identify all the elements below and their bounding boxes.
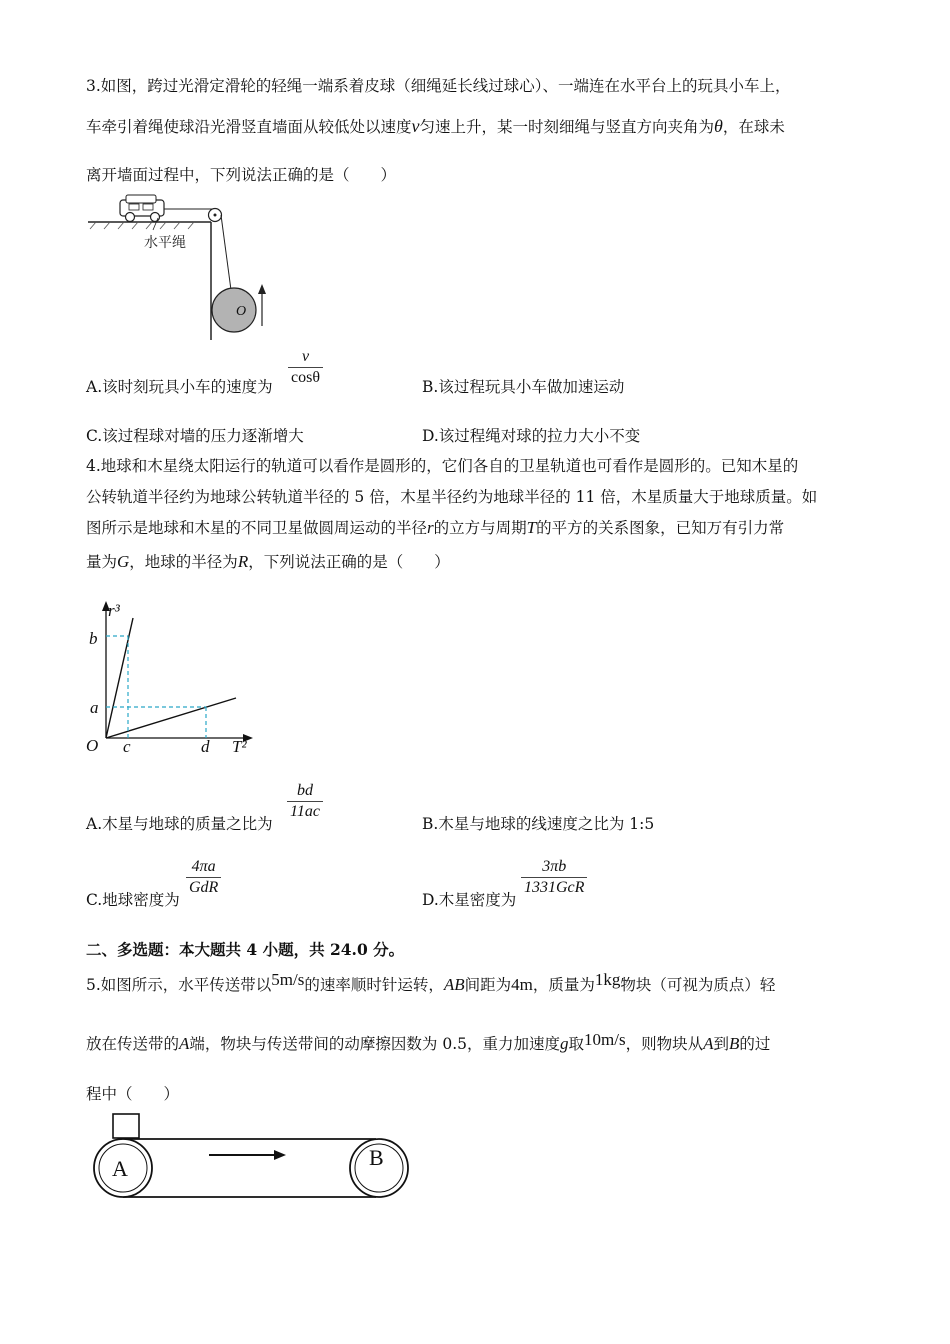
q3-optA-text: A.该时刻玩具小车的速度为 [86, 378, 273, 396]
q5-gval: 10m/s [584, 1030, 626, 1049]
q5-line2c: 取 [568, 1035, 585, 1053]
q4-line2: 公转轨道半径约为地球公转轨道半径的 5 倍，木星半径约为地球半径的 11 倍，木星质量大于地球质量。如 [86, 488, 818, 506]
var-v: v [411, 116, 420, 136]
ball-icon [212, 288, 256, 332]
arrow-right-icon [274, 1150, 286, 1160]
q4-line4a: 量为 [86, 553, 118, 571]
label-O: O [236, 304, 247, 319]
q4-optC-den: GdR [189, 879, 219, 896]
q5-A2: A [703, 1034, 714, 1053]
q3-line1: 3.如图，跨过光滑定滑轮的轻绳一端系着皮球（细绳延长线过球心）、一端连在水平台上的玩具小车上， [86, 77, 791, 95]
q4-line3c: 的平方的关系图象，已知万有引力常 [536, 519, 785, 537]
q4-optA-den: 11ac [290, 803, 320, 820]
toy-car-icon [120, 195, 164, 222]
q4-line4 [86, 551, 450, 573]
q4-optC-fraction [186, 858, 221, 897]
q4-line3 [86, 517, 784, 539]
graph-b-label: b [89, 629, 98, 648]
block-icon [113, 1114, 139, 1138]
q4-optD-fraction [521, 858, 587, 897]
q5-line1 [86, 970, 776, 996]
q3-optA-den: cosθ [291, 369, 320, 386]
q4-line3b: 的立方与周期 [433, 519, 527, 537]
earth-line [106, 698, 236, 738]
q5-line1d: ，质量为 [532, 976, 595, 994]
q3-line2 [86, 115, 785, 138]
q4-optC-num: 4πa [191, 858, 216, 875]
q3-optA-fraction [288, 348, 323, 387]
q4-optD-den: 1331GcR [524, 879, 585, 896]
graph-y-label: r³ [108, 601, 120, 620]
q4-optA-text: A.木星与地球的质量之比为 [86, 815, 273, 833]
q4-graph [86, 596, 266, 758]
q5-B: B [729, 1034, 740, 1053]
q5-line2e: 到 [713, 1035, 729, 1053]
fig-label-B: B [369, 1145, 384, 1170]
q5-line1b: 的速率顺时针运转， [304, 976, 444, 994]
q5-dist: 4m [511, 975, 533, 994]
var-r: r [427, 518, 434, 537]
graph-x-label: T² [232, 737, 247, 756]
q4-optA-num: bd [296, 782, 313, 799]
q3-optD: D.该过程绳对球的拉力大小不变 [422, 427, 641, 445]
var-T: T [526, 518, 537, 537]
q4-optC-text: C.地球密度为 [86, 891, 180, 909]
q4-line4b: ，地球的半径为 [129, 553, 238, 571]
q5-AB: AB [443, 975, 465, 994]
q3-line3: 离开墙面过程中，下列说法正确的是（ ） [86, 166, 397, 184]
q5-line2d: ，则物块从 [625, 1035, 704, 1053]
q4-optD-text: D.木星密度为 [422, 891, 517, 909]
q4-line4c: ，下列说法正确的是（ ） [248, 553, 450, 571]
q4-optD-num: 3πb [542, 858, 567, 875]
graph-a-label: a [90, 698, 99, 717]
q5-mass: 1kg [594, 970, 621, 989]
q5-line2b: 端，物块与传送带间的动摩擦因数为 0.5，重力加速度 [189, 1035, 560, 1053]
q5-conveyor-figure [86, 1108, 416, 1208]
q5-line1e: 物块（可视为质点）轻 [620, 976, 776, 994]
graph-d-label: d [201, 737, 210, 756]
q5-g: g [560, 1034, 569, 1053]
q5-line1a: 5.如图所示，水平传送带以 [86, 976, 272, 994]
q3-optB: B.该过程玩具小车做加速运动 [422, 378, 625, 396]
q4-line3a: 图所示是地球和木星的不同卫星做圆周运动的半径 [86, 519, 428, 537]
graph-c-label: c [123, 737, 131, 756]
q5-A: A [179, 1034, 190, 1053]
q3-optC: C.该过程球对墙的压力逐渐增大 [86, 427, 304, 445]
q3-line2a: 车牵引着绳使球沿光滑竖直墙面从较低处以速度 [86, 118, 412, 136]
q5-line2 [86, 1030, 771, 1055]
q5-line2a: 放在传送带的 [86, 1035, 180, 1053]
jupiter-line [106, 618, 133, 738]
var-theta: θ [714, 116, 723, 136]
label-horizontal-rope: 水平绳 [144, 236, 186, 251]
q3-figure [86, 192, 286, 342]
q3-optA-num: v [301, 348, 310, 365]
q3-line2b: 匀速上升，某一时刻细绳与竖直方向夹角为 [419, 118, 715, 136]
q4-line1: 4.地球和木星绕太阳运行的轨道可以看作是圆形的，它们各自的卫星轨道也可看作是圆形的。已知木星的 [86, 457, 799, 475]
q3-line2c: ，在球未 [722, 118, 785, 136]
q5-speed: 5m/s [271, 970, 305, 989]
graph-origin-label: O [86, 736, 99, 755]
section-heading: 二、多选题：本大题共 4 小题，共 24.0 分。 [86, 940, 405, 959]
q5-line1c: 间距为 [464, 976, 512, 994]
fig-label-A: A [112, 1156, 128, 1181]
q4-optB: B.木星与地球的线速度之比为 1:5 [422, 815, 655, 833]
q4-optA-fraction [287, 782, 323, 821]
q5-line2f: 的过 [739, 1035, 771, 1053]
q5-line3: 程中（ ） [86, 1085, 180, 1103]
var-R: R [237, 552, 249, 571]
var-G: G [117, 552, 130, 571]
